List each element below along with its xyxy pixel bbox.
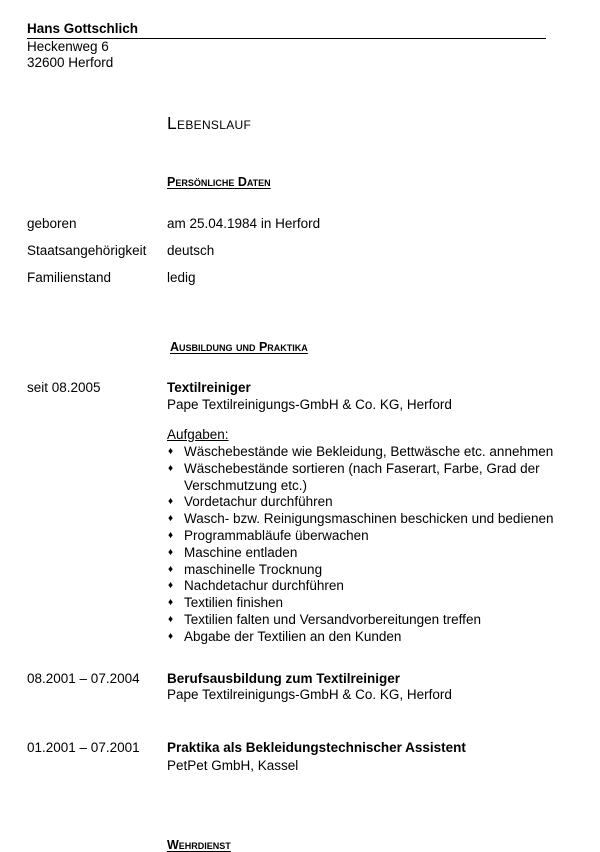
section-heading-military: Wehrdienst: [167, 838, 231, 852]
diamond-bullet-icon: ♦: [168, 580, 174, 592]
list-item: ♦ Textilien falten und Versandvorbereitungen treffen: [168, 611, 481, 627]
section-heading-education: Ausbildung und Praktika: [170, 340, 308, 354]
list-item: ♦ Nachdetachur durchführen: [168, 578, 344, 594]
personal-value-nationality: deutsch: [167, 243, 215, 258]
diamond-bullet-icon: ♦: [168, 462, 174, 474]
entry-period: 08.2001 – 07.2004: [27, 671, 140, 686]
list-item: ♦ Vordetachur durchführen: [168, 494, 333, 510]
address-street: Heckenweg 6: [27, 39, 109, 54]
list-item: ♦ maschinelle Trocknung: [168, 561, 323, 577]
entry-tasks-label: Aufgaben:: [167, 427, 229, 442]
diamond-bullet-icon: ♦: [168, 563, 174, 575]
entry-employer: Pape Textilreinigungs-GmbH & Co. KG, Herford: [167, 687, 452, 702]
section-heading-personal: Persönliche Daten: [167, 175, 271, 189]
list-item: ♦ Abgabe der Textilien an den Kunden: [168, 628, 402, 644]
personal-value-birth: am 25.04.1984 in Herford: [167, 216, 321, 231]
list-item-continuation: Verschmutzung etc.): [184, 477, 308, 493]
list-item: ♦ Maschine entladen: [168, 544, 298, 560]
personal-value-marital-status: ledig: [167, 270, 196, 285]
entry-period: 01.2001 – 07.2001: [27, 740, 140, 755]
personal-label-birth: geboren: [27, 216, 77, 231]
entry-period: seit 08.2005: [27, 380, 101, 395]
applicant-name: Hans Gottschlich: [27, 21, 139, 36]
diamond-bullet-icon: ♦: [168, 513, 174, 525]
list-item: ♦ Wäschebestände sortieren (nach Faserart, Farbe, Grad der: [168, 460, 540, 476]
entry-employer: PetPet GmbH, Kassel: [167, 758, 299, 773]
diamond-bullet-icon: ♦: [168, 613, 174, 625]
address-city: 32600 Herford: [27, 55, 114, 70]
document-title: Lebenslauf: [167, 113, 252, 133]
diamond-bullet-icon: ♦: [168, 496, 174, 508]
diamond-bullet-icon: ♦: [168, 630, 174, 642]
personal-label-marital-status: Familienstand: [27, 270, 112, 285]
personal-label-nationality: Staatsangehörigkeit: [27, 243, 147, 258]
diamond-bullet-icon: ♦: [168, 529, 174, 541]
task-list: [167, 444, 577, 646]
list-item: ♦ Wasch- bzw. Reinigungsmaschinen beschicken und bedienen: [168, 511, 554, 527]
entry-position: Textilreiniger: [167, 380, 251, 395]
diamond-bullet-icon: ♦: [168, 546, 174, 558]
list-item: ♦ Textilien finishen: [168, 595, 284, 611]
diamond-bullet-icon: ♦: [168, 597, 174, 609]
entry-employer: Pape Textilreinigungs-GmbH & Co. KG, Herford: [167, 397, 452, 412]
entry-position: Berufsausbildung zum Textilreiniger: [167, 671, 401, 686]
list-item: ♦ Programmabläufe überwachen: [168, 527, 369, 543]
diamond-bullet-icon: ♦: [168, 446, 174, 457]
list-item: ♦ Wäschebestände wie Bekleidung, Bettwäsche etc. annehmen: [168, 444, 554, 459]
entry-position: Praktika als Bekleidungstechnischer Assistent: [167, 740, 466, 755]
